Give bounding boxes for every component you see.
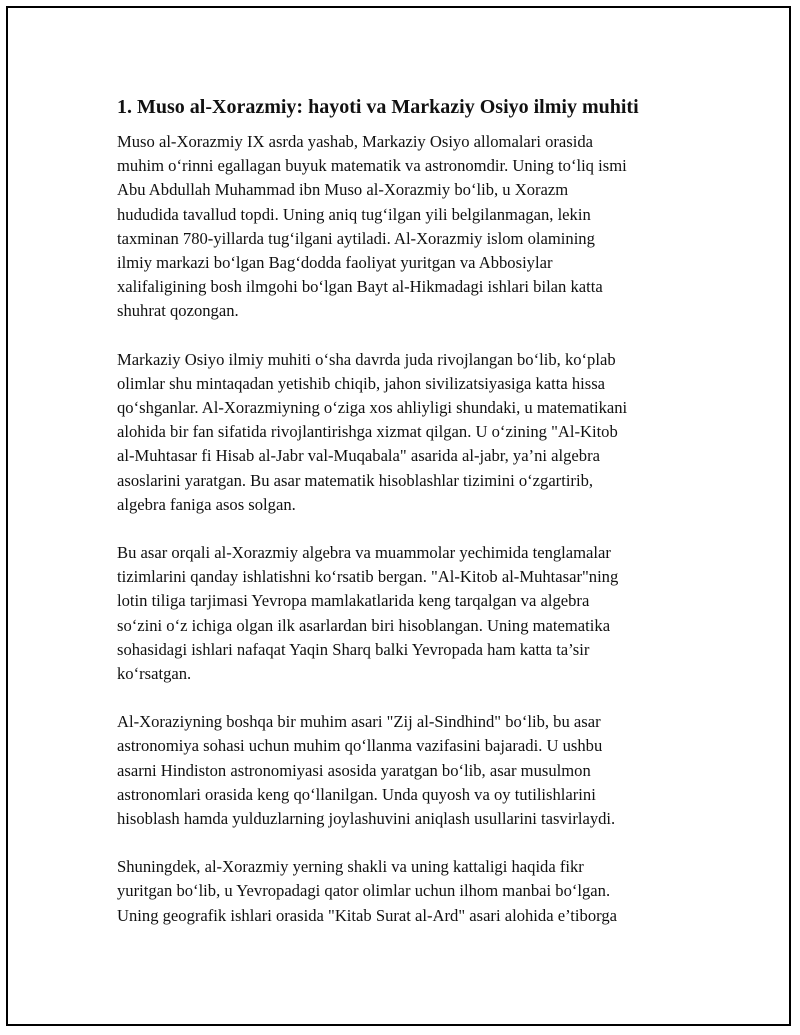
paragraph-line: yuritgan bo‘lib, u Yevropadagi qator olimlar uchun ilhom manbai bo‘lgan. <box>117 881 611 901</box>
paragraph-line: Abu Abdullah Muhammad ibn Muso al-Xorazmiy bo‘lib, u Xorazm <box>117 180 569 200</box>
paragraph-line: Bu asar orqali al-Xorazmiy algebra va muammolar yechimida tenglamalar <box>117 543 611 563</box>
paragraph-line: hisoblash hamda yulduzlarning joylashuvini aniqlash usullarini tasvirlaydi. <box>117 809 616 829</box>
paragraph-line: ilmiy markazi bo‘lgan Bag‘dodda faoliyat yuritgan va Abbosiylar <box>117 253 553 273</box>
paragraph-line: taxminan 780-yillarda tug‘ilgani aytiladi. Al-Xorazmiy islom olamining <box>117 228 595 248</box>
paragraph-line: qo‘shganlar. Al-Xorazmiyning o‘ziga xos ahliyligi shundaki, u matematikani <box>117 398 628 418</box>
paragraph-line: so‘zini o‘z ichiga olgan ilk asarlardan biri hisoblangan. Uning matematika <box>117 615 611 635</box>
paragraph-line: olimlar shu mintaqadan yetishib chiqib, jahon sivilizatsiyasiga katta hissa <box>117 373 606 393</box>
paragraph-line: Markaziy Osiyo ilmiy muhiti o‘sha davrda juda rivojlangan bo‘lib, ko‘plab <box>117 349 616 369</box>
paragraph-1 <box>117 130 687 324</box>
paragraph-line: ko‘rsatgan. <box>117 664 192 684</box>
paragraph-line: Uning geografik ishlari orasida "Kitab Surat al-Ard" asari alohida e’tiborga <box>117 905 617 925</box>
paragraph-line: astronomiya sohasi uchun muhim qo‘llanma vazifasini bajaradi. U ushbu <box>117 736 603 756</box>
paragraph-2 <box>117 348 687 517</box>
document-body <box>117 94 687 952</box>
section-heading: 1. Muso al-Xorazmiy: hayoti va Markaziy Osiyo ilmiy muhiti <box>117 96 639 118</box>
paragraph-line: algebra faniga asos solgan. <box>117 494 296 514</box>
paragraph-line: alohida bir fan sifatida rivojlantirishga xizmat qilgan. U o‘zining "Al-Kitob <box>117 422 618 442</box>
paragraph-line: shuhrat qozongan. <box>117 301 239 321</box>
paragraph-5 <box>117 855 687 928</box>
paragraph-line: al-Muhtasar fi Hisab al-Jabr val-Muqabala" asarida al-jabr, ya’ni algebra <box>117 446 600 466</box>
paragraph-line: Al-Xoraziyning boshqa bir muhim asari "Zij al-Sindhind" bo‘lib, bu asar <box>117 712 601 732</box>
paragraph-line: hududida tavallud topdi. Uning aniq tug‘ilgan yili belgilanmagan, lekin <box>117 204 591 224</box>
paragraph-line: Shuningdek, al-Xorazmiy yerning shakli va uning kattaligi haqida fikr <box>117 857 584 877</box>
paragraph-line: astronomlari orasida keng qo‘llanilgan. Unda quyosh va oy tutilishlarini <box>117 784 596 804</box>
paragraph-line: asarni Hindiston astronomiyasi asosida yaratgan bo‘lib, asar musulmon <box>117 760 591 780</box>
paragraph-line: asoslarini yaratgan. Bu asar matematik hisoblashlar tizimini o‘zgartirib, <box>117 470 594 490</box>
paragraph-3 <box>117 541 687 686</box>
paragraph-line: sohasidagi ishlari nafaqat Yaqin Sharq balki Yevropada ham katta ta’sir <box>117 639 590 659</box>
paragraph-line: tizimlarini qanday ishlatishni ko‘rsatib bergan. "Al-Kitob al-Muhtasar"ning <box>117 567 619 587</box>
paragraph-4 <box>117 710 687 831</box>
paragraph-line: muhim o‘rinni egallagan buyuk matematik va astronomdir. Uning to‘liq ismi <box>117 156 627 176</box>
paragraph-line: xalifaligining bosh ilmgohi bo‘lgan Bayt al-Hikmadagi ishlari bilan katta <box>117 277 603 297</box>
paragraph-line: Muso al-Xorazmiy IX asrda yashab, Markaziy Osiyo allomalari orasida <box>117 132 594 151</box>
paragraph-line: lotin tiliga tarjimasi Yevropa mamlakatlarida keng tarqalgan va algebra <box>117 591 590 611</box>
